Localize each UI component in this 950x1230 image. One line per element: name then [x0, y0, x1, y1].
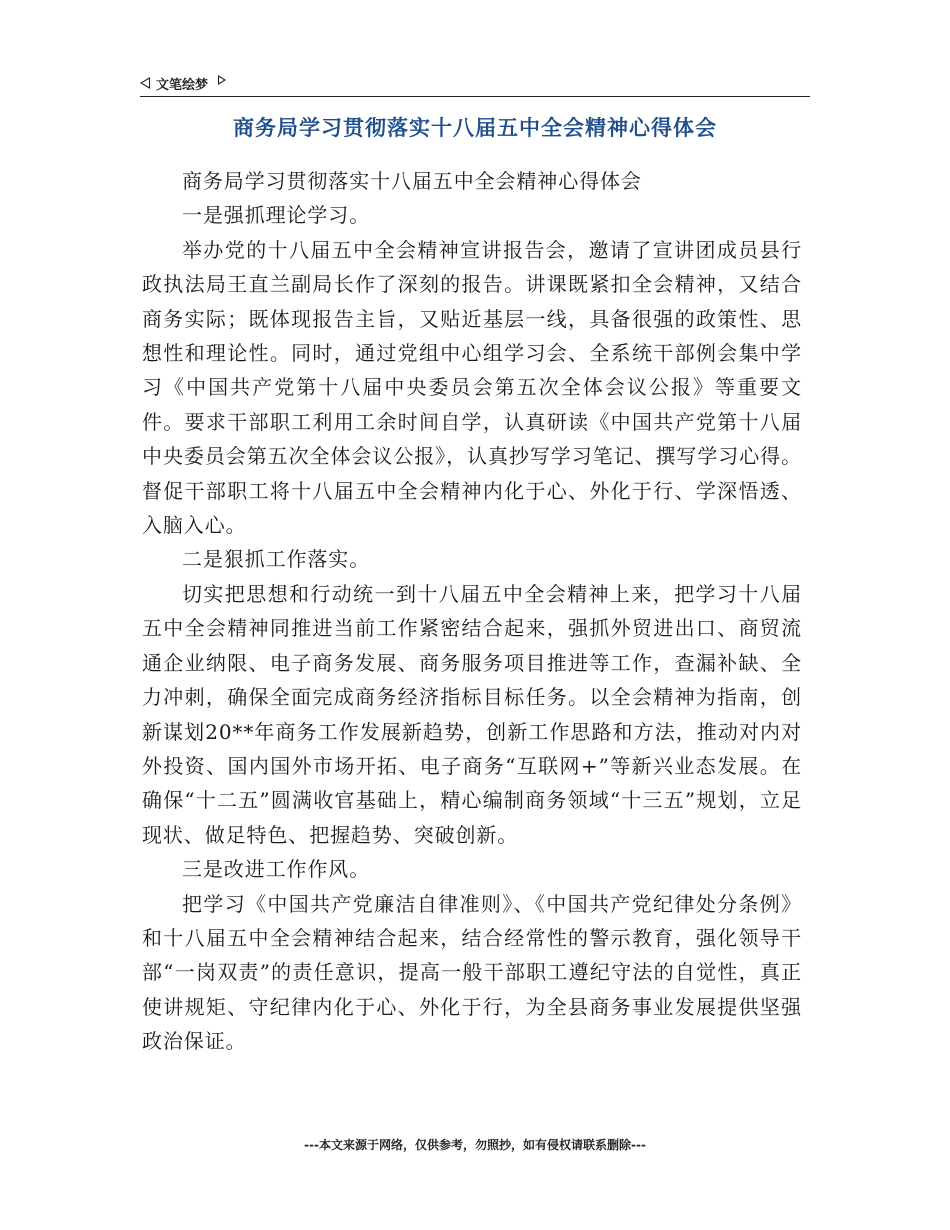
footer-disclaimer: ---本文来源于网络，仅供参考，勿照抄，如有侵权请联系删除---	[304, 1138, 646, 1152]
paragraph: 把学习《中国共产党廉洁自律准则》、《中国共产党纪律处分条例》和十八届五中全会精神结合起来，结合经常性的警示教育，强化领导干部“一岗双责”的责任意识，提高一般干部职工遵纪守法的自觉性，真正使讲规矩、守纪律内化于心、外化于行，为全县商务事业发展提供坚强政治保证。	[142, 891, 802, 1054]
document-body	[142, 164, 802, 1059]
paragraph: 二是狠抓工作落实。	[182, 547, 371, 572]
page-header	[140, 70, 810, 97]
paragraph: 举办党的十八届五中全会精神宣讲报告会，邀请了宣讲团成员县行政执法局王直兰副局长作了深刻的报告。讲课既紧扣全会精神，又结合商务实际；既体现报告主旨，又贴近基层一线，具备很强的政策性、思想性和理论性。同时，通过党组中心组学习会、全系统干部例会集中学习《中国共产党第十八届中央委员会第五次全体会议公报》等重要文件。要求干部职工利用工余时间自学，认真研读《中国共产党第十八届中央委员会第五次全体会议公报》，认真抄写学习笔记、撰写学习心得。督促干部职工将十八届五中全会精神内化于心、外化于行、学深悟透、入脑入心。	[142, 237, 802, 538]
paragraph: 一是强抓理论学习。	[182, 203, 371, 228]
paragraph: 切实把思想和行动统一到十八届五中全会精神上来，把学习十八届五中全会精神同推进当前工作紧密结合起来，强抓外贸进出口、商贸流通企业纳限、电子商务发展、商务服务项目推进等工作，查漏补缺、全力冲刺，确保全面完成商务经济指标目标任务。以全会精神为指南，创新谋划20**年商务工作发展新趋势，创新工作思路和方法，推动对内对外投资、国内国外市场开拓、电子商务“互联网+”等新兴业态发展。在确保“十二五”圆满收官基础上，精心编制商务领域“十三五”规划，立足现状、做足特色、把握趋势、突破创新。	[142, 581, 802, 847]
header-brand: 文笔绘梦	[156, 77, 209, 93]
triangle-right-icon	[218, 75, 226, 85]
document-title: 商务局学习贯彻落实十八届五中全会精神心得体会	[233, 116, 717, 140]
paragraph: 商务局学习贯彻落实十八届五中全会精神心得体会	[182, 169, 642, 193]
triangle-left-icon	[140, 77, 150, 89]
paragraph: 三是改进工作作风。	[182, 857, 371, 882]
